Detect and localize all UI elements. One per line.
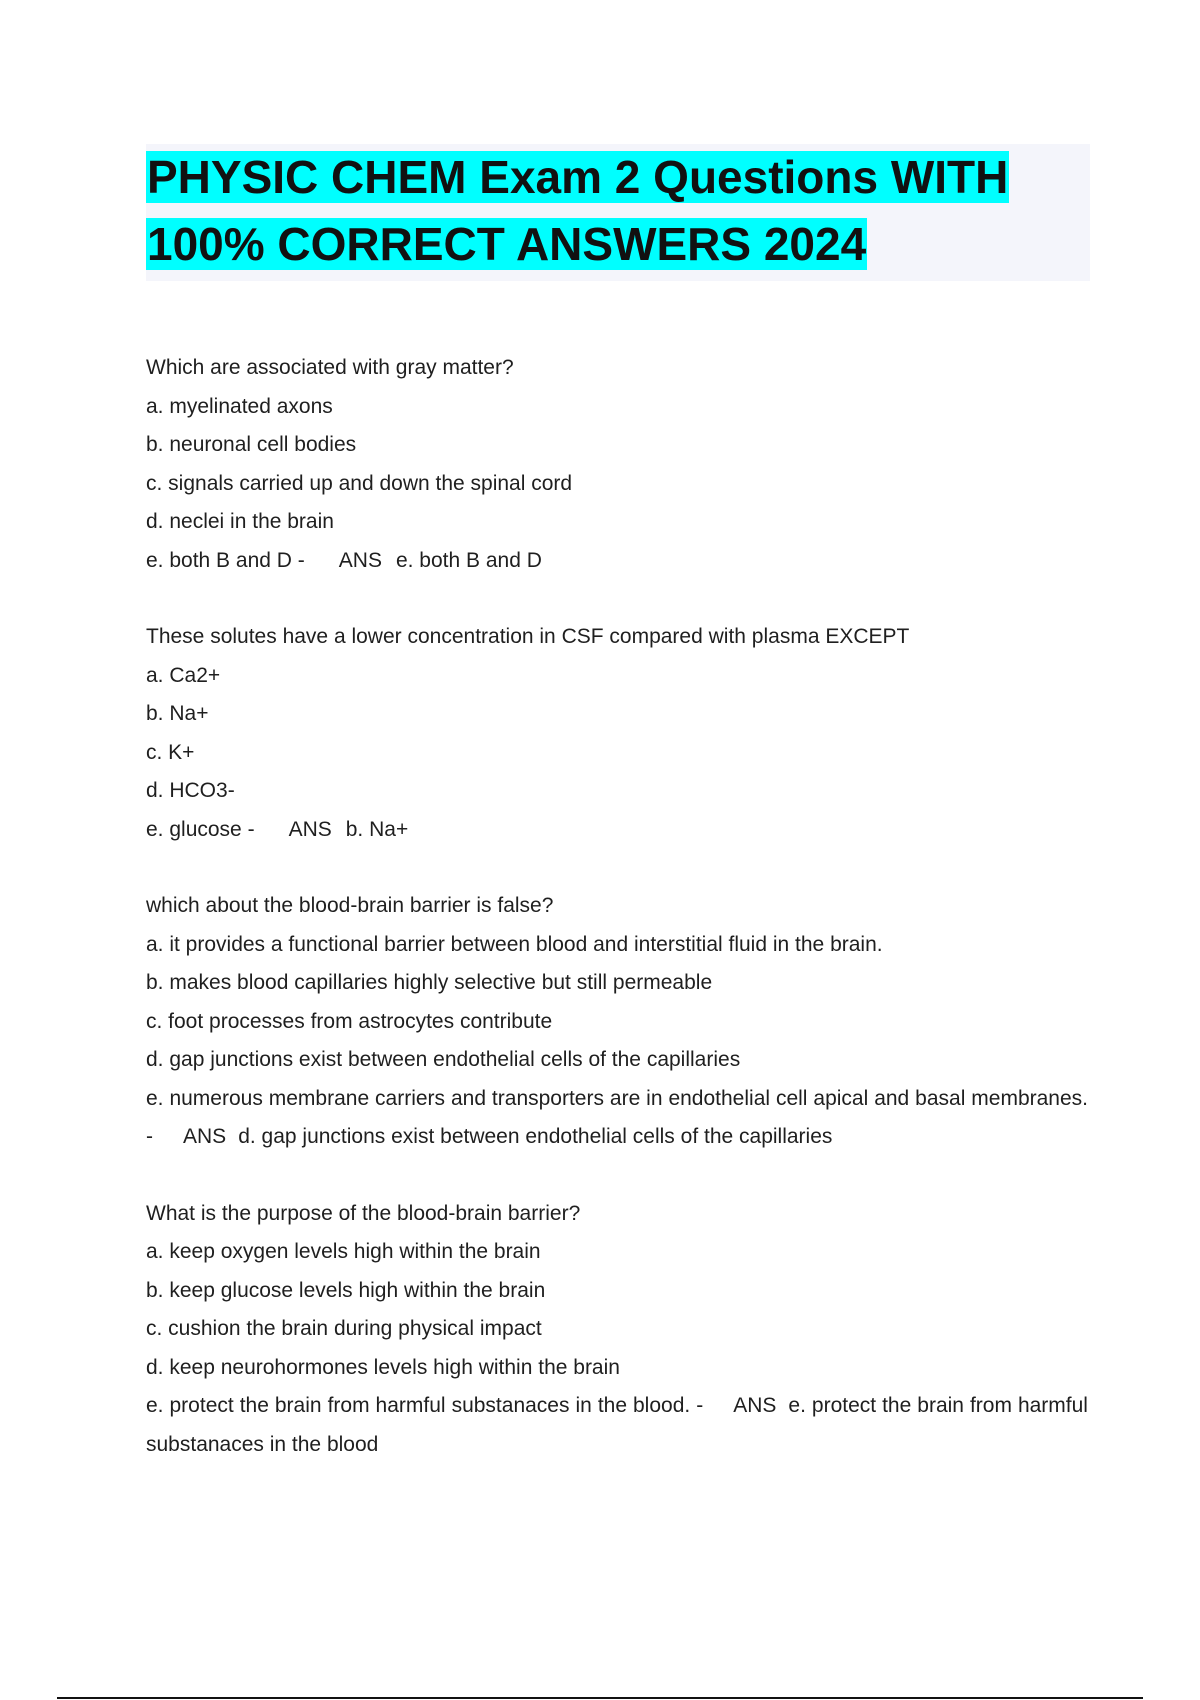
- option-e-with-answer: [146, 542, 1088, 581]
- option-c: c. K+: [146, 740, 195, 764]
- question-text: which about the blood-brain barrier is false?: [146, 894, 554, 917]
- option-d: d. neclei in the brain: [146, 510, 334, 533]
- answer-label: ANS: [183, 1125, 227, 1148]
- option-e-with-answer: [146, 1080, 1088, 1157]
- question-text: These solutes have a lower concentration in CSF compared with plasma EXCEPT: [146, 625, 910, 648]
- answer-text: e. protect the brain from harmful substanaces in the blood: [146, 1394, 1088, 1456]
- option-e-with-answer: [146, 811, 1088, 850]
- title-line-2: 100% CORRECT ANSWERS 2024: [147, 218, 867, 270]
- option-c: c. cushion the brain during physical impact: [146, 1317, 542, 1340]
- option-d: d. HCO3-: [146, 779, 235, 802]
- option-a: a. it provides a functional barrier between blood and interstitial fluid in the brain.: [146, 932, 883, 956]
- answer-label: ANS: [733, 1394, 777, 1417]
- question-1: [146, 349, 1088, 580]
- option-e: e. protect the brain from harmful substanaces in the blood. -: [146, 1394, 704, 1417]
- answer-text: e. both B and D: [395, 548, 542, 572]
- footer-divider: [57, 1697, 1143, 1699]
- option-a: a. keep oxygen levels high within the brain: [146, 1240, 541, 1263]
- document-title-block: [146, 144, 1090, 281]
- option-b: b. makes blood capillaries highly selective but still permeable: [146, 971, 713, 994]
- option-b: b. neuronal cell bodies: [146, 433, 357, 456]
- question-4: [146, 1195, 1088, 1465]
- question-text: What is the purpose of the blood-brain barrier?: [146, 1201, 581, 1225]
- document-title: [146, 144, 1090, 278]
- option-a: a. Ca2+: [146, 663, 221, 687]
- question-text: Which are associated with gray matter?: [146, 356, 514, 379]
- question-list: [146, 349, 1088, 1502]
- option-b: b. Na+: [146, 702, 209, 725]
- option-e-with-answer: [146, 1387, 1088, 1464]
- option-e: e. glucose -: [146, 817, 255, 841]
- answer-text: b. Na+: [345, 817, 409, 841]
- question-3: [146, 887, 1088, 1157]
- option-e: e. both B and D -: [146, 548, 305, 572]
- answer-label: ANS: [338, 548, 382, 572]
- option-b: b. keep glucose levels high within the brain: [146, 1278, 546, 1302]
- option-d: d. gap junctions exist between endothelial cells of the capillaries: [146, 1048, 741, 1071]
- answer-label: ANS: [288, 817, 332, 841]
- question-2: [146, 618, 1088, 849]
- option-e: e. numerous membrane carriers and transporters are in endothelial cell apical and basal membranes. -: [146, 1086, 1088, 1148]
- option-c: c. foot processes from astrocytes contribute: [146, 1009, 553, 1033]
- option-c: c. signals carried up and down the spinal cord: [146, 471, 573, 495]
- option-d: d. keep neurohormones levels high within the brain: [146, 1355, 620, 1379]
- title-line-1: PHYSIC CHEM Exam 2 Questions WITH: [147, 151, 1009, 203]
- answer-text: d. gap junctions exist between endothelial cells of the capillaries: [238, 1125, 833, 1148]
- option-a: a. myelinated axons: [146, 394, 333, 418]
